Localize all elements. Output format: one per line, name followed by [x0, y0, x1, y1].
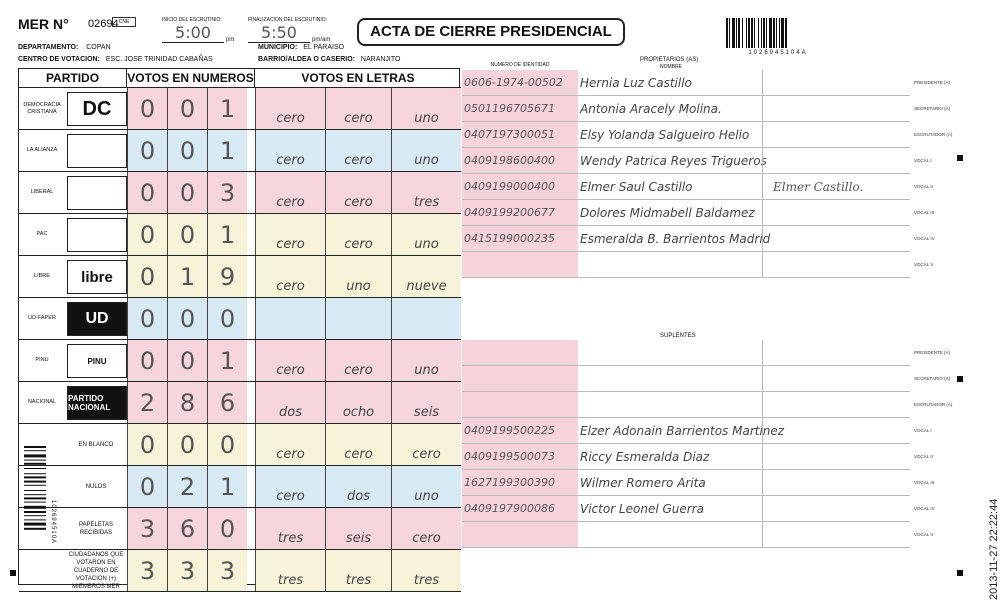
vote-digit: 0	[127, 214, 167, 255]
center-value: ESC. JOSE TRINIDAD CABAÑAS	[105, 56, 213, 63]
start-time-block	[162, 17, 234, 43]
member-role: VOCAL V	[914, 262, 934, 267]
member-role: SECRETARIO (A)	[914, 376, 951, 381]
member-role: SECRETARIO (A)	[914, 106, 951, 111]
party-name: PAC	[36, 231, 48, 237]
end-time-block	[248, 17, 330, 43]
vote-word: ocho	[325, 382, 391, 423]
member-row	[462, 70, 951, 96]
signature	[762, 444, 882, 469]
vote-digit: 2	[127, 382, 167, 423]
signature	[762, 392, 882, 417]
vote-digit: 0	[127, 130, 167, 171]
member-row	[462, 392, 953, 418]
vote-word: uno	[325, 256, 391, 297]
member-role: VOCAL II	[914, 454, 933, 459]
total-row	[19, 508, 461, 550]
vote-word: tres	[391, 550, 461, 591]
party-logo: libre	[67, 260, 127, 294]
party-row	[19, 130, 461, 172]
member-name: Wilmer Romero Arita	[580, 476, 706, 490]
signature	[762, 70, 882, 95]
vote-digit: 1	[207, 214, 247, 255]
party-row	[19, 298, 461, 340]
start-time-label: INICIO DEL ESCRUTINIO:	[162, 17, 222, 23]
end-ampm: pm/am	[312, 37, 331, 43]
registration-mark	[957, 570, 963, 576]
member-role: PRESIDENTE (A)	[914, 350, 951, 355]
vote-digit: 6	[207, 382, 247, 423]
scan-timestamp: 2013-11-27 22:22:44	[988, 498, 1000, 600]
party-logo: DC	[67, 92, 127, 126]
member-name: Elmer Saul Castillo	[580, 180, 693, 194]
vote-word: cero	[255, 256, 325, 297]
vote-word: tres	[255, 508, 325, 549]
member-role: VOCAL I	[914, 158, 932, 163]
vote-digit: 0	[207, 298, 247, 339]
party-row	[19, 382, 461, 424]
member-row	[462, 226, 935, 252]
vote-word: uno	[391, 214, 461, 255]
vote-digit: 1	[207, 88, 247, 129]
department-row	[18, 44, 111, 51]
total-label: CIUDADANOS QUE VOTARON EN CUADERNO DE VOTACION (+) MIEMBROS MER	[68, 551, 124, 590]
start-time: 5:00	[162, 23, 224, 43]
id-number: 0409199500073	[462, 444, 578, 469]
vote-digit: 0	[167, 172, 207, 213]
cne-logo: CNE	[112, 17, 136, 27]
vote-digit: 0	[127, 340, 167, 381]
member-name	[580, 340, 750, 365]
vote-digit: 1	[167, 256, 207, 297]
signature	[762, 470, 882, 495]
member-row	[462, 174, 933, 200]
vote-digit: 0	[127, 88, 167, 129]
total-label: NULOS	[85, 483, 107, 490]
vote-word: uno	[391, 340, 461, 381]
party-logo: PINU	[67, 344, 127, 378]
member-name	[580, 392, 750, 417]
vote-word: cero	[325, 214, 391, 255]
signature	[762, 122, 882, 147]
member-row	[462, 340, 951, 366]
department-value: COPAN	[86, 44, 111, 51]
member-role: VOCAL IV	[914, 506, 935, 511]
vote-digit: 0	[127, 466, 167, 507]
member-row	[462, 366, 951, 392]
member-row	[462, 148, 932, 174]
id-number: 0409199200677	[462, 200, 578, 225]
col-letters-header: VOTOS EN LETRAS	[255, 69, 461, 88]
vote-digit: 0	[127, 256, 167, 297]
member-name: Dolores Midmabell Baldamez	[580, 206, 755, 220]
member-row	[462, 252, 934, 278]
member-role: VOCAL V	[914, 532, 934, 537]
total-label: EN BLANCO	[78, 441, 114, 448]
vote-word: cero	[391, 424, 461, 465]
party-row	[19, 172, 461, 214]
village-row	[258, 56, 400, 63]
registration-mark	[10, 570, 16, 576]
member-role: ESCRUTADOR (A)	[914, 132, 953, 137]
end-time: 5:50	[248, 23, 310, 43]
party-name: LIBRE	[34, 273, 50, 279]
mer-label: MER N°	[18, 16, 69, 32]
vote-word: tres	[391, 172, 461, 213]
member-role: VOCAL III	[914, 480, 935, 485]
department-label: DEPARTAMENTO:	[18, 44, 79, 51]
vote-digit: 2	[167, 466, 207, 507]
member-name: Riccy Esmeralda Diaz	[580, 450, 710, 464]
member-row	[462, 522, 934, 548]
vote-word: seis	[325, 508, 391, 549]
id-number: 0409198600400	[462, 148, 578, 173]
vote-word: tres	[255, 550, 325, 591]
party-logo: UD	[67, 302, 127, 336]
signature	[762, 496, 882, 521]
vote-word	[255, 298, 325, 339]
member-name: Wendy Patrica Reyes Trigueros	[580, 154, 767, 168]
substitutes-title: SUPLENTES	[660, 333, 696, 339]
vote-word: cero	[325, 340, 391, 381]
party-logo	[67, 134, 127, 168]
id-number	[462, 522, 578, 547]
vote-digit: 1	[207, 340, 247, 381]
id-number: 0409197900086	[462, 496, 578, 521]
member-name	[580, 522, 750, 547]
vote-digit: 3	[127, 508, 167, 549]
vote-digit: 0	[207, 424, 247, 465]
vote-word: tres	[325, 550, 391, 591]
barcode-text: 1026945104A	[748, 50, 808, 56]
vote-digit: 0	[127, 424, 167, 465]
vote-digit: 0	[167, 298, 207, 339]
vote-word: cero	[255, 340, 325, 381]
member-name: Hernia Luz Castillo	[580, 76, 692, 90]
id-number	[462, 392, 578, 417]
member-name	[580, 366, 750, 391]
col-party-header: PARTIDO	[19, 69, 127, 88]
barcode-top	[726, 18, 830, 54]
vote-digit: 1	[207, 130, 247, 171]
vote-word: uno	[391, 466, 461, 507]
vote-word: seis	[391, 382, 461, 423]
party-logo	[67, 176, 127, 210]
vote-word: cero	[325, 88, 391, 129]
id-column-label: NUMERO DE IDENTIDAD	[490, 62, 550, 68]
id-number	[462, 252, 578, 277]
member-name	[580, 252, 750, 277]
owners-title: PROPIETARIOS (AS)	[640, 57, 699, 63]
member-row	[462, 444, 933, 470]
signature	[762, 366, 882, 391]
vote-digit: 3	[167, 550, 207, 591]
signature	[762, 200, 882, 225]
signature	[762, 96, 882, 121]
vote-word: cero	[255, 214, 325, 255]
center-row	[18, 56, 213, 63]
member-role: VOCAL III	[914, 210, 935, 215]
name-column-label: NOMBRE	[660, 64, 682, 70]
party-row	[19, 214, 461, 256]
col-numbers-header: VOTOS EN NUMEROS	[127, 69, 255, 88]
member-row	[462, 418, 932, 444]
member-name: Esmeralda B. Barrientos Madrid	[580, 232, 771, 246]
vote-digit: 0	[207, 508, 247, 549]
party-logo: PARTIDO NACIONAL	[67, 386, 127, 420]
end-time-label: FINALIZACION DEL ESCRUTINIO:	[248, 17, 327, 23]
member-name: Elsy Yolanda Salgueiro Helio	[580, 128, 750, 142]
party-row	[19, 88, 461, 130]
vote-word: cero	[255, 424, 325, 465]
vote-word	[391, 298, 461, 339]
vote-word	[325, 298, 391, 339]
vote-digit: 8	[167, 382, 207, 423]
village-label: BARRIO/ALDEA O CASERIO:	[258, 56, 355, 63]
member-role: VOCAL IV	[914, 236, 935, 241]
party-name: PINU	[35, 357, 49, 363]
member-name: Victor Leonel Guerra	[580, 502, 704, 516]
municipality-value: EL PARAISO	[303, 44, 345, 51]
signature	[762, 418, 882, 443]
party-logo	[67, 218, 127, 252]
vote-digit: 0	[127, 172, 167, 213]
id-number: 0501196705671	[462, 96, 578, 121]
member-name: Antonia Aracely Molina.	[580, 102, 722, 116]
vote-digit: 3	[207, 550, 247, 591]
vote-word: cero	[255, 130, 325, 171]
total-label: PAPELETAS RECIBIDAS	[78, 521, 114, 536]
total-row	[19, 424, 461, 466]
vote-word: cero	[325, 130, 391, 171]
vote-word: cero	[255, 88, 325, 129]
party-name: LA ALIANZA	[26, 147, 58, 153]
vote-word: cero	[391, 508, 461, 549]
id-number: 0409199000400	[462, 174, 578, 199]
vote-digit: 9	[207, 256, 247, 297]
total-row	[19, 550, 461, 592]
vote-digit: 1	[207, 466, 247, 507]
id-number: 0606-1974-00502	[462, 70, 578, 95]
party-name: LIBERAL	[30, 189, 54, 195]
party-name: NACIONAL	[27, 399, 57, 405]
vote-digit: 0	[167, 340, 207, 381]
vote-word: cero	[255, 172, 325, 213]
registration-mark	[957, 155, 963, 161]
member-name: Elzer Adonain Barrientos Martinez	[580, 424, 785, 438]
vote-digit: 0	[167, 88, 207, 129]
signature	[762, 340, 882, 365]
municipality-label: MUNICIPIO:	[258, 44, 298, 51]
municipality-row	[258, 44, 344, 51]
member-row	[462, 96, 951, 122]
signature	[762, 226, 882, 251]
side-barcode-text: 102694510A	[50, 500, 56, 545]
start-ampm: pm	[226, 37, 235, 43]
member-role: PRESIDENTE (A)	[914, 80, 951, 85]
vote-digit: 0	[127, 298, 167, 339]
vote-digit: 0	[167, 214, 207, 255]
signature	[762, 252, 882, 277]
vote-digit: 3	[207, 172, 247, 213]
member-row	[462, 470, 935, 496]
id-number: 1627199300390	[462, 470, 578, 495]
vote-word: cero	[325, 172, 391, 213]
center-label: CENTRO DE VOTACION:	[18, 56, 100, 63]
id-number	[462, 340, 578, 365]
vote-word: dos	[325, 466, 391, 507]
signature: Elmer Castillo.	[762, 174, 882, 199]
member-role: ESCRUTADOR (A)	[914, 402, 953, 407]
registration-mark	[957, 376, 963, 382]
id-number: 0409199500225	[462, 418, 578, 443]
vote-word: uno	[391, 130, 461, 171]
party-name: UD-FAPER	[28, 315, 56, 321]
vote-digit: 3	[127, 550, 167, 591]
vote-word: cero	[325, 424, 391, 465]
vote-word: uno	[391, 88, 461, 129]
barcode-side	[24, 446, 46, 556]
votes-table	[18, 68, 460, 590]
party-row	[19, 340, 461, 382]
signature	[762, 148, 882, 173]
vote-word: nueve	[391, 256, 461, 297]
id-number: 0415199000235	[462, 226, 578, 251]
party-row	[19, 256, 461, 298]
vote-digit: 0	[167, 424, 207, 465]
member-row	[462, 200, 935, 226]
vote-word: cero	[255, 466, 325, 507]
member-role: VOCAL II	[914, 184, 933, 189]
signature	[762, 522, 882, 547]
member-row	[462, 122, 953, 148]
village-value: NARANJITO	[360, 56, 401, 63]
vote-digit: 6	[167, 508, 207, 549]
party-name: DEMOCRACIA CRISTIANA	[23, 101, 61, 115]
member-row	[462, 496, 935, 522]
page-title: ACTA DE CIERRE PRESIDENCIAL	[357, 18, 625, 46]
id-number	[462, 366, 578, 391]
member-role: VOCAL I	[914, 428, 932, 433]
mer-number: 02694	[88, 18, 119, 30]
id-number: 0407197300051	[462, 122, 578, 147]
vote-digit: 0	[167, 130, 207, 171]
vote-word: dos	[255, 382, 325, 423]
total-row	[19, 466, 461, 508]
